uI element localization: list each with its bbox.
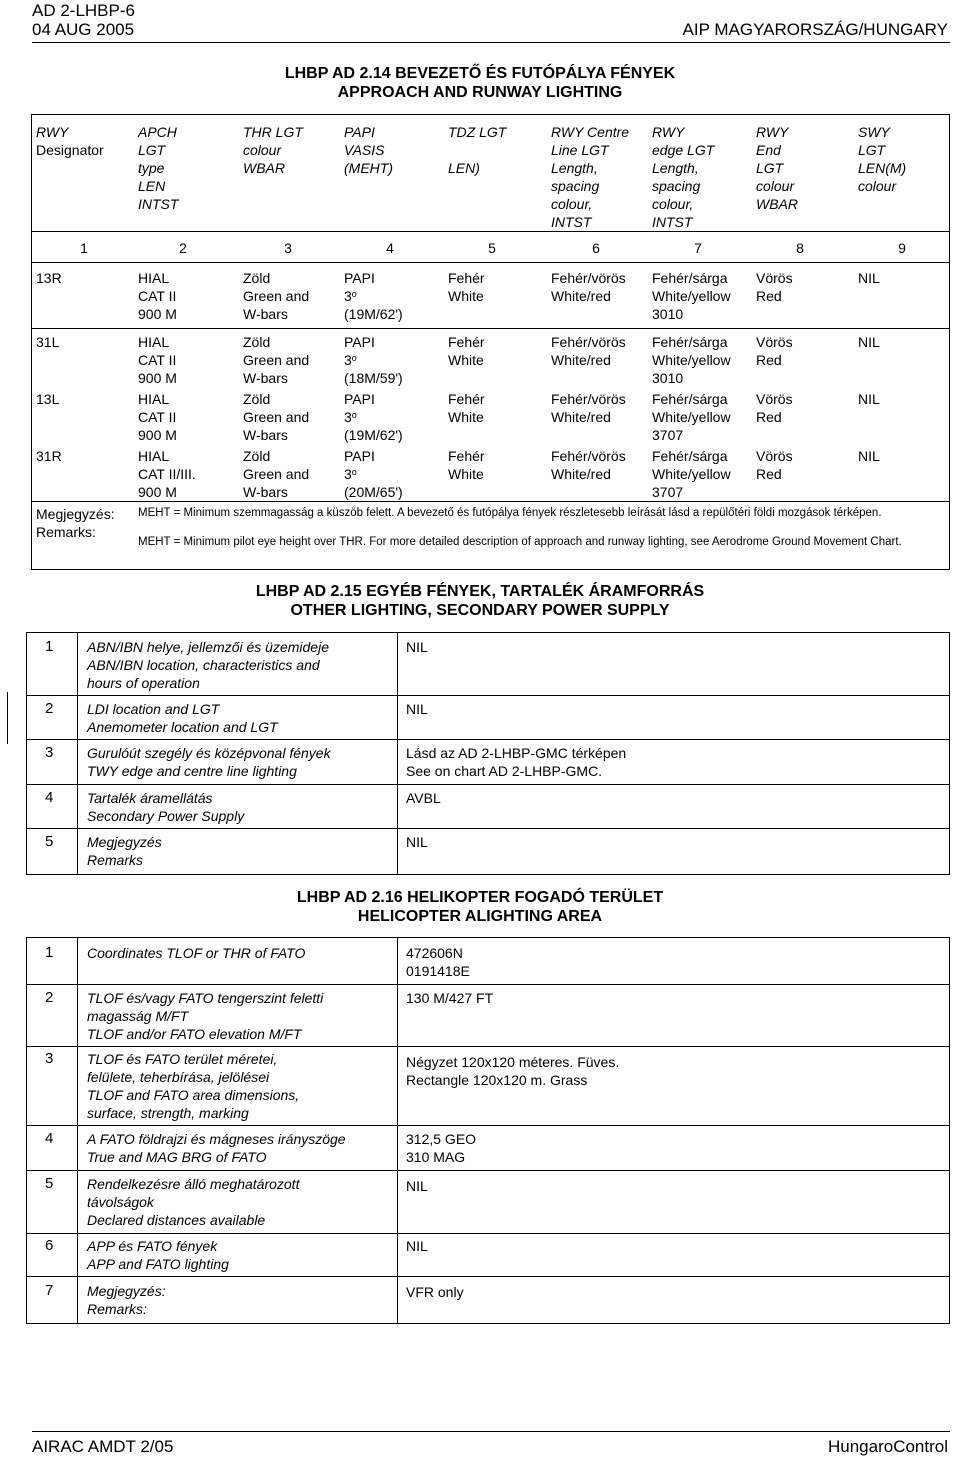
section-215-title-hu: LHBP AD 2.15 EGYÉB FÉNYEK, TARTALÉK ÁRAMFORRÁS: [255, 583, 705, 600]
item-number: 5: [45, 833, 54, 850]
row-edge: Fehér/sárga White/yellow 3010: [652, 270, 731, 322]
item-value: VFR only: [406, 1284, 464, 1300]
column-divider: [77, 937, 78, 1324]
change-bar: [7, 692, 8, 744]
header-separator: [31, 231, 950, 232]
item-value: Lásd az AD 2-LHBP-GMC térképen See on chart AD 2-LHBP-GMC.: [406, 745, 627, 779]
row-thr: Zöld Green and W-bars: [243, 270, 310, 322]
item-value: Négyzet 120x120 méteres. Füves. Rectangle 120x120 m. Grass: [406, 1054, 620, 1088]
section-214-title-hu: LHBP AD 2.14 BEVEZETŐ ÉS FUTÓPÁLYA FÉNYEK: [284, 65, 676, 82]
col-number: 9: [898, 240, 906, 256]
item-number: 3: [45, 744, 54, 761]
row-swy: NIL: [858, 334, 880, 350]
col-header-papi: PAPI VASIS (MEHT): [344, 124, 393, 176]
item-value: 472606N 0191418E: [406, 945, 470, 979]
section-215-title: [0, 582, 960, 620]
item-number: 7: [45, 1282, 54, 1299]
row-tdz: Fehér White: [448, 448, 485, 482]
row-divider: [26, 1233, 950, 1234]
item-label: A FATO földrajzi és mágneses irányszöge True and MAG BRG of FATO: [87, 1131, 346, 1165]
section-216-title-hu: LHBP AD 2.16 HELIKOPTER FOGADÓ TERÜLET: [296, 889, 664, 906]
amendment-number: AIRAC AMDT 2/05: [32, 1437, 174, 1456]
footer-rule: [32, 1431, 950, 1432]
row-divider: [26, 1046, 950, 1047]
item-number: 4: [45, 789, 54, 806]
row-apch: HIAL CAT II 900 M: [138, 391, 177, 443]
col-header-tdz: TDZ LGT LEN): [448, 124, 507, 176]
column-divider: [77, 632, 78, 875]
item-label: APP és FATO fények APP and FATO lighting: [87, 1238, 229, 1272]
col-header-edge: RWY edge LGT Length, spacing colour, INTST: [652, 124, 715, 230]
row-end: Vörös Red: [756, 334, 793, 368]
section-216-title-en: HELICOPTER ALIGHTING AREA: [357, 908, 603, 925]
col-header-end: RWY End LGT colour WBAR: [756, 124, 798, 212]
row-rwy: 31L: [36, 334, 60, 350]
item-value: NIL: [406, 1238, 428, 1254]
remarks-en: MEHT = Minimum pilot eye height over THR. For more detailed description of approach and runway lighting, see Aerodrome Ground Movement Chart.: [138, 536, 902, 548]
row-centre: Fehér/vörös White/red: [551, 391, 626, 425]
item-number: 5: [45, 1175, 54, 1192]
col-number: 3: [284, 240, 292, 256]
section-216-title: [0, 888, 960, 926]
row-divider: [26, 695, 950, 696]
row-thr: Zöld Green and W-bars: [243, 334, 310, 386]
row-thr: Zöld Green and W-bars: [243, 448, 310, 500]
row-rwy: 13L: [36, 391, 60, 407]
header-rule: [32, 42, 950, 43]
item-label: LDI location and LGT Anemometer location and LGT: [87, 701, 278, 735]
row-tdz: Fehér White: [448, 334, 485, 368]
item-label: TLOF és FATO terület méretei, felülete, teherbírása, jelölései TLOF and FATO area dimensions, surface, strength, marking: [87, 1051, 300, 1121]
col-number: 8: [796, 240, 804, 256]
column-number-separator: [31, 262, 950, 263]
document-date: 04 AUG 2005: [32, 20, 135, 39]
row-apch: HIAL CAT II/III. 900 M: [138, 448, 196, 500]
item-value: NIL: [406, 701, 428, 717]
row-swy: NIL: [858, 270, 880, 286]
item-number: 1: [45, 944, 54, 961]
row-tdz: Fehér White: [448, 391, 485, 425]
item-label: Gurulóút szegély és középvonal fények TWY edge and centre line lighting: [87, 745, 331, 779]
col-number: 6: [592, 240, 600, 256]
item-number: 1: [45, 638, 54, 655]
row-divider: [26, 1125, 950, 1126]
row-papi: PAPI 3$^o$ (20M/65'): [344, 448, 403, 500]
item-value: 130 M/427 FT: [406, 990, 494, 1006]
section-214-title-en: APPROACH AND RUNWAY LIGHTING: [337, 84, 623, 101]
row-divider: [26, 828, 950, 829]
row-separator: [31, 328, 950, 329]
section-215-title-en: OTHER LIGHTING, SECONDARY POWER SUPPLY: [290, 602, 670, 619]
item-value: AVBL: [406, 790, 441, 806]
row-divider: [26, 984, 950, 985]
row-edge: Fehér/sárga White/yellow 3707: [652, 391, 731, 443]
item-number: 4: [45, 1130, 54, 1147]
item-label: Tartalék áramellátás Secondary Power Supply: [87, 790, 245, 824]
item-value: NIL: [406, 639, 428, 655]
item-number: 6: [45, 1237, 54, 1254]
row-divider: [26, 1170, 950, 1171]
item-number: 2: [45, 989, 54, 1006]
row-papi: PAPI 3$^o$ (19M/62'): [344, 391, 403, 443]
item-value: NIL: [406, 1178, 428, 1194]
row-edge: Fehér/sárga White/yellow 3010: [652, 334, 731, 386]
column-divider: [397, 632, 398, 875]
item-label: Rendelkezésre álló meghatározott távolságok Declared distances available: [87, 1176, 300, 1228]
row-papi: PAPI 3$^o$ (19M/62'): [344, 270, 403, 322]
row-centre: Fehér/vörös White/red: [551, 334, 626, 368]
column-divider: [397, 937, 398, 1324]
col-number: 5: [488, 240, 496, 256]
row-apch: HIAL CAT II 900 M: [138, 334, 177, 386]
col-header-centre: RWY Centre Line LGT Length, spacing colour, INTST: [551, 124, 630, 230]
row-tdz: Fehér White: [448, 270, 485, 304]
col-header-apch: APCH LGT type LEN INTST: [138, 124, 179, 212]
row-divider: [26, 784, 950, 785]
col-number: 2: [179, 240, 187, 256]
item-label: TLOF és/vagy FATO tengerszint feletti magasság M/FT TLOF and/or FATO elevation M/FT: [87, 990, 324, 1042]
item-label: Megjegyzés Remarks: [87, 834, 162, 868]
publisher: AIP MAGYARORSZÁG/HUNGARY: [682, 20, 948, 39]
row-swy: NIL: [858, 391, 880, 407]
item-value: 312,5 GEO 310 MAG: [406, 1131, 477, 1165]
item-number: 2: [45, 700, 54, 717]
row-divider: [26, 1276, 950, 1277]
item-label: Coordinates TLOF or THR of FATO: [87, 945, 306, 961]
col-number: 1: [80, 240, 88, 256]
section-214-title: [0, 64, 960, 102]
row-centre: Fehér/vörös White/red: [551, 448, 626, 482]
col-header-rwy: RWY Designator: [36, 124, 104, 158]
row-end: Vörös Red: [756, 448, 793, 482]
row-end: Vörös Red: [756, 391, 793, 425]
remarks-label: Megjegyzés: Remarks:: [36, 506, 115, 540]
organization: HungaroControl: [827, 1437, 948, 1456]
remarks-hu: MEHT = Minimum szemmagasság a küszöb felett. A bevezető és futópálya fények részletesebb leírását lásd a repülőtéri földi mozgások térképen.: [138, 507, 882, 519]
row-papi: PAPI 3$^o$ (18M/59'): [344, 334, 403, 386]
col-header-swy: SWY LGT LEN(M) colour: [858, 124, 907, 194]
row-end: Vörös Red: [756, 270, 793, 304]
remarks-separator: [31, 501, 950, 502]
item-label: Megjegyzés: Remarks:: [87, 1283, 166, 1317]
document-id: AD 2-LHBP-6: [32, 1, 135, 20]
row-rwy: 13R: [36, 270, 62, 286]
row-swy: NIL: [858, 448, 880, 464]
col-number: 7: [694, 240, 702, 256]
item-number: 3: [45, 1050, 54, 1067]
row-apch: HIAL CAT II 900 M: [138, 270, 177, 322]
row-edge: Fehér/sárga White/yellow 3707: [652, 448, 731, 500]
col-number: 4: [386, 240, 394, 256]
row-rwy: 31R: [36, 448, 62, 464]
row-centre: Fehér/vörös White/red: [551, 270, 626, 304]
item-value: NIL: [406, 834, 428, 850]
row-divider: [26, 739, 950, 740]
row-thr: Zöld Green and W-bars: [243, 391, 310, 443]
col-header-thr: THR LGT colour WBAR: [243, 124, 303, 176]
item-label: ABN/IBN helye, jellemzői és üzemideje ABN/IBN location, characteristics and hours of operation: [87, 639, 329, 691]
